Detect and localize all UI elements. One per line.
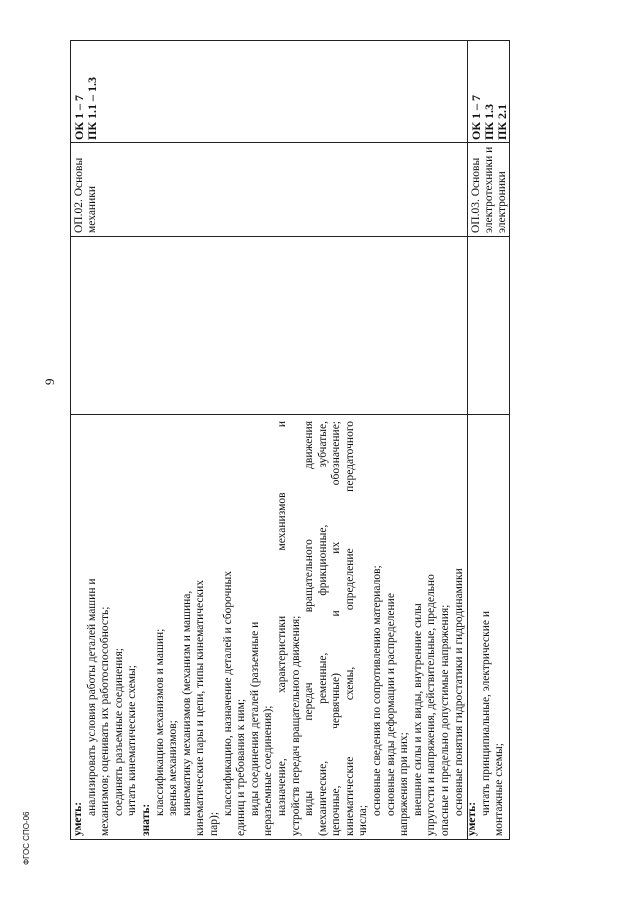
column-divider — [70, 142, 510, 143]
skills-line: монтажные схемы; — [493, 743, 506, 836]
skills-line: основные виды деформации и распределение — [384, 593, 397, 816]
skills-line: звенья механизмов; — [167, 720, 180, 816]
skills-line: читать принципиальные, электрические и — [479, 610, 492, 816]
page-number: 9 — [42, 378, 57, 385]
competency-code: ПК 1.3 — [482, 103, 496, 140]
skills-line: анализировать условия работы деталей машин и — [85, 578, 98, 816]
skills-line: основные сведения по сопротивлению материалов; — [371, 565, 384, 816]
skills-line: единиц и требования к ним; — [235, 698, 248, 836]
skills-line: устройств передач вращательного движения; — [289, 615, 302, 836]
skills-line: кинематические пары и цепи, типы кинематических — [194, 579, 207, 836]
skills-line: виды соединения деталей (разъемные и — [248, 621, 261, 816]
skills-line: уметь: — [72, 801, 84, 836]
skills-knowledge-cell — [72, 421, 507, 836]
competency-code: ОК 1 – 7 — [469, 94, 483, 140]
skills-line: уметь: — [466, 801, 479, 836]
table-border-left — [70, 839, 510, 840]
skills-line: кинематические схемы, определение передаточного — [343, 421, 356, 836]
skills-line: классификацию механизмов и машин; — [153, 628, 166, 816]
skills-line: соединять разъемные соединения; — [112, 648, 125, 816]
skills-line: упругости и напряжения, действительные, предельно — [425, 574, 438, 836]
skills-line: цепочные, червячные) и их обозначение; — [330, 421, 343, 836]
discipline-cell: ОП.02. Основы механики — [73, 157, 98, 233]
skills-line: пар); — [207, 811, 220, 836]
table-border-top — [70, 40, 71, 840]
competencies-cell — [73, 45, 99, 140]
table-border-bottom — [509, 40, 510, 840]
column-divider — [70, 414, 510, 415]
skills-line: читать кинематические схемы; — [126, 665, 139, 816]
skills-line: классификацию, назначение деталей и сборочных — [221, 570, 234, 816]
skills-line: (механические, ременные, фрикционные, зубчатые, — [316, 421, 329, 836]
skills-line: знать: — [139, 803, 152, 836]
competencies-cell — [470, 45, 509, 140]
discipline-cell: ОП.03. Основы электротехники и электроники — [470, 146, 508, 233]
skills-line: опасные и предельно допустимые напряжения; — [439, 604, 452, 836]
skills-line: кинематику механизмов (механизм и машина, — [180, 590, 193, 816]
skills-line: механизмов; оценивать их работоспособность; — [99, 606, 112, 836]
skills-line: напряжения при них; — [398, 732, 411, 836]
skills-line: неразъемные соединения); — [262, 705, 275, 836]
skills-line: внешние силы и их виды, внутренние силы — [411, 603, 424, 816]
rotated-page — [22, 40, 510, 865]
competency-code: ПК 1.1 – 1.3 — [85, 76, 99, 140]
footer-code: ФГОС СПО-06 — [22, 811, 31, 865]
competency-code: ОК 1 – 7 — [72, 94, 86, 140]
skills-line: основные понятия гидростатики и гидродинамики — [452, 568, 465, 816]
competency-code: ПК 2.1 — [495, 103, 509, 140]
skills-line: числа; — [357, 804, 370, 836]
skills-line: виды передач вращательного движения — [303, 421, 316, 816]
column-divider — [70, 236, 510, 237]
skills-line: назначение, характеристики механизмов и — [275, 421, 288, 816]
table-border-right — [70, 40, 510, 41]
